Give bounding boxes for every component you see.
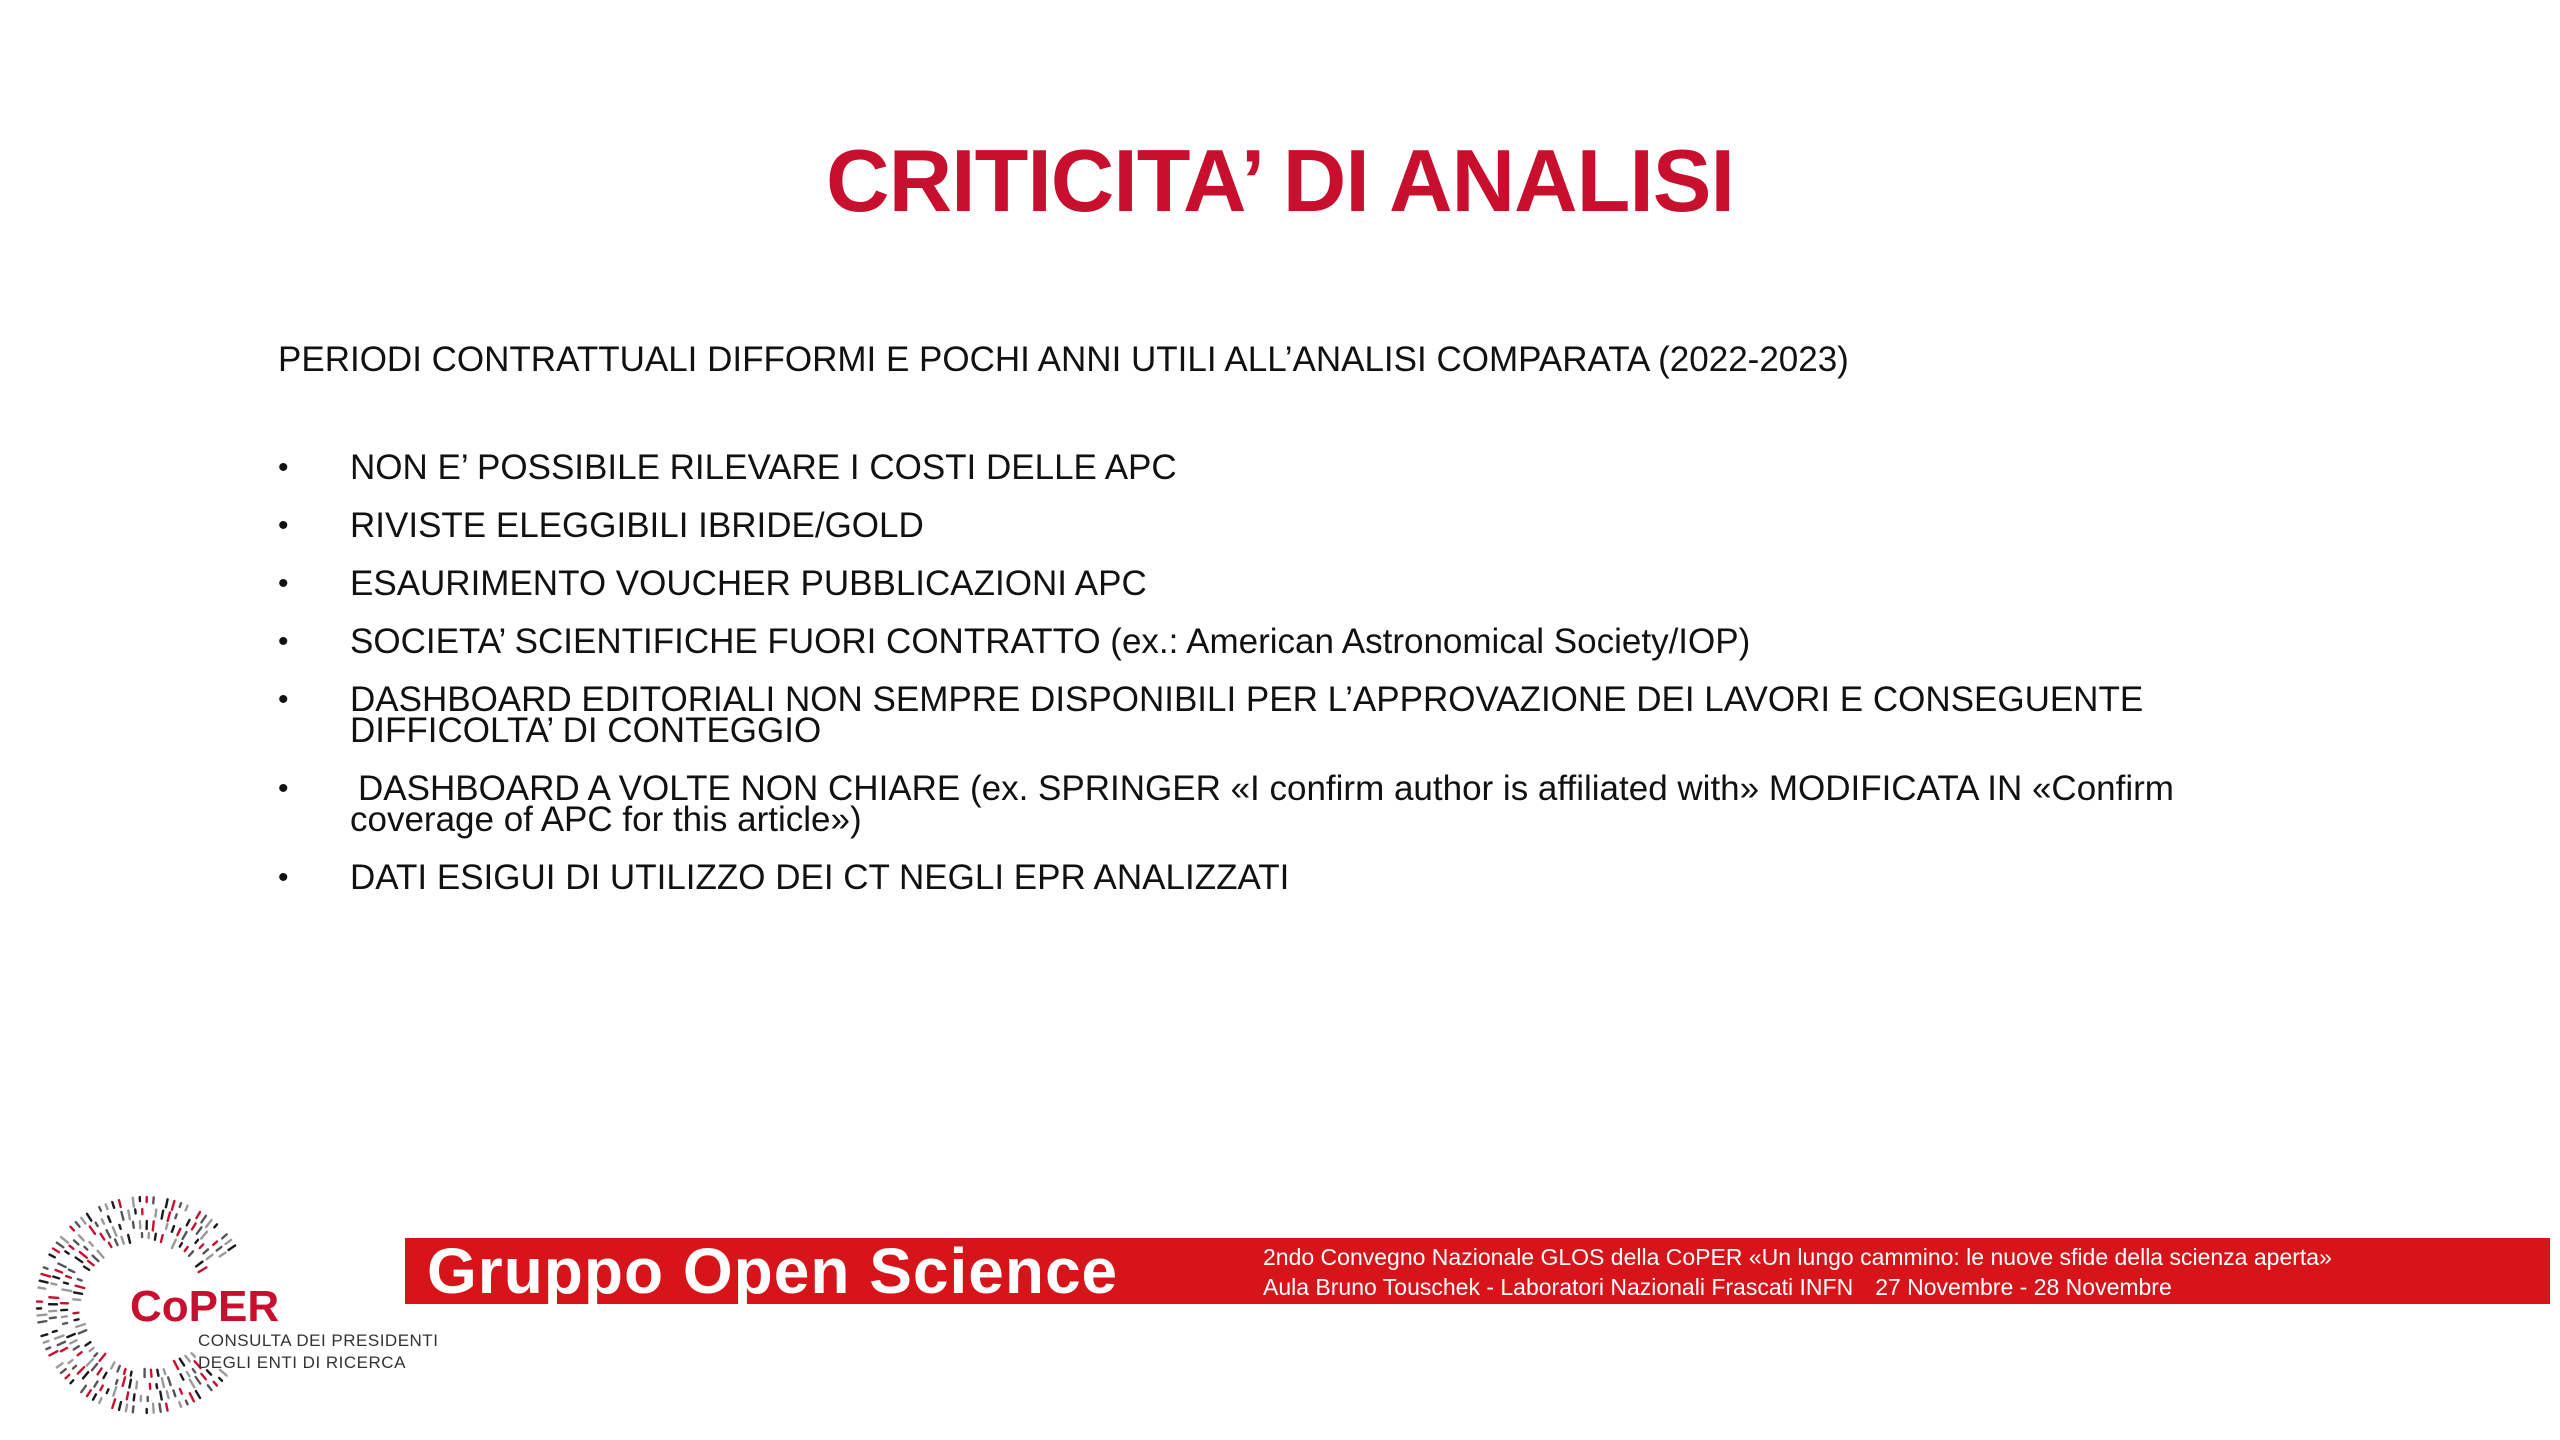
logo-ring-dash bbox=[199, 1267, 207, 1272]
logo-ring-dash bbox=[92, 1364, 97, 1370]
logo-ring-dash bbox=[81, 1218, 85, 1224]
logo-ring-dash bbox=[80, 1252, 87, 1258]
bullet-item bbox=[278, 769, 2238, 839]
logo-ring-dash bbox=[76, 1222, 80, 1227]
logo-ring-dash bbox=[190, 1380, 195, 1388]
logo-ring-dash bbox=[79, 1235, 84, 1240]
bullet-item bbox=[278, 680, 2238, 750]
logo-ring-dash bbox=[65, 1251, 68, 1253]
logo-ring-dash bbox=[128, 1235, 130, 1243]
logo-ring-dash bbox=[84, 1267, 89, 1270]
logo-ring-dash bbox=[53, 1248, 59, 1252]
logo-ring-dash bbox=[134, 1394, 135, 1400]
logo-ring-dash bbox=[89, 1242, 92, 1246]
logo-ring-dash bbox=[156, 1384, 157, 1388]
logo-ring-dash bbox=[196, 1262, 202, 1267]
logo-ring-dash bbox=[164, 1369, 165, 1374]
logo-ring-dash bbox=[172, 1226, 174, 1232]
logo-ring-dash bbox=[133, 1198, 134, 1207]
logo-ring-dash bbox=[76, 1324, 85, 1327]
logo-ring-dash bbox=[190, 1393, 194, 1401]
logo-ring-dash bbox=[206, 1220, 212, 1227]
logo-ring-dash bbox=[42, 1334, 48, 1336]
logo-ring-dash bbox=[161, 1235, 163, 1242]
logo-ring-dash bbox=[192, 1223, 196, 1229]
logo-ring-dash bbox=[117, 1366, 119, 1372]
logo-ring-dash bbox=[197, 1227, 202, 1233]
logo-ring-dash bbox=[76, 1286, 85, 1288]
logo-name: CoPER bbox=[130, 1282, 280, 1331]
logo-ring-dash bbox=[115, 1240, 117, 1245]
logo-ring-dash bbox=[180, 1203, 181, 1207]
logo-ring-dash bbox=[100, 1386, 102, 1390]
logo-ring-dash bbox=[74, 1240, 78, 1244]
logo-subtitle-line2: DEGLI ENTI DI RICERCA bbox=[198, 1353, 406, 1372]
logo-ring-dash bbox=[180, 1243, 182, 1246]
banner-title: Gruppo Open Science bbox=[427, 1235, 1119, 1307]
bullet-text: ESAURIMENTO VOUCHER PUBBLICAZIONI APC bbox=[350, 564, 1147, 603]
logo-ring-dash bbox=[112, 1202, 114, 1208]
logo-ring-dash bbox=[74, 1292, 82, 1293]
logo-ring-dash bbox=[168, 1377, 170, 1385]
logo-ring-dash bbox=[64, 1283, 68, 1284]
logo-ring-dash bbox=[100, 1354, 106, 1361]
logo-ring-dash bbox=[177, 1229, 180, 1235]
logo-ring-dash bbox=[201, 1374, 205, 1379]
event-banner bbox=[405, 1235, 2550, 1307]
logo-ring-dash bbox=[93, 1394, 96, 1399]
logo-ring-dash bbox=[38, 1321, 46, 1322]
bullet-item bbox=[278, 506, 2238, 545]
bullet-item bbox=[278, 564, 2238, 603]
logo-ring-dash bbox=[162, 1211, 164, 1219]
logo-ring-dash bbox=[119, 1402, 121, 1410]
logo-ring-dash bbox=[53, 1277, 59, 1279]
logo-ring-dash bbox=[186, 1401, 188, 1405]
bullet-text: DATI ESIGUI DI UTILIZZO DEI CT NEGLI EPR ANALIZZATI bbox=[350, 858, 1290, 897]
logo-ring-dash bbox=[49, 1351, 57, 1355]
logo-ring-dash bbox=[162, 1378, 164, 1387]
logo-ring-dash bbox=[116, 1380, 117, 1384]
logo-ring-dash bbox=[208, 1385, 212, 1390]
logo-ring-dash bbox=[67, 1334, 74, 1337]
slide-title: CRITICITA’ DI ANALISI bbox=[826, 131, 1734, 230]
logo-ring-dash bbox=[81, 1386, 86, 1392]
bullet-text: SOCIETA’ SCIENTIFICHE FUORI CONTRATTO (ex.: American Astronomical Society/IOP) bbox=[350, 622, 1751, 661]
logo-ring-dash bbox=[220, 1253, 226, 1257]
logo-ring-dash bbox=[157, 1370, 158, 1376]
logo-ring-dash bbox=[96, 1223, 98, 1226]
logo-ring-dash bbox=[78, 1279, 82, 1280]
logo-ring-dash bbox=[180, 1359, 184, 1366]
logo-ring-dash bbox=[73, 1313, 78, 1314]
logo-ring-dash bbox=[174, 1361, 178, 1369]
logo-ring-dash bbox=[151, 1370, 152, 1377]
logo-ring-dash bbox=[173, 1390, 175, 1396]
logo-ring-dash bbox=[193, 1369, 195, 1372]
logo-ring-dash bbox=[119, 1200, 121, 1207]
logo-ring-dash bbox=[101, 1234, 105, 1240]
logo-ring-dash bbox=[219, 1378, 222, 1381]
logo-ring-dash bbox=[228, 1246, 235, 1250]
logo-ring-dash bbox=[185, 1247, 188, 1251]
logo-ring-dash bbox=[78, 1367, 84, 1373]
logo-ring-dash bbox=[133, 1406, 134, 1412]
logo-ring-dash bbox=[121, 1212, 123, 1220]
logo-ring-dash bbox=[122, 1237, 124, 1244]
logo-ring-dash bbox=[87, 1359, 93, 1365]
logo-ring-dash bbox=[200, 1244, 203, 1248]
logo-ring-dash bbox=[102, 1219, 104, 1223]
logo-ring-dash bbox=[44, 1341, 49, 1343]
logo-ring-dash bbox=[195, 1240, 198, 1243]
logo-ring-dash bbox=[155, 1234, 156, 1240]
logo-ring-dash bbox=[167, 1391, 169, 1398]
logo-ring-dash bbox=[113, 1387, 116, 1395]
logo-ring-dash bbox=[175, 1214, 176, 1218]
bullet-list bbox=[278, 448, 2238, 920]
logo-subtitle-line1: CONSULTA DEI PRESIDENTI bbox=[198, 1331, 439, 1350]
logo-ring-dash bbox=[75, 1319, 79, 1320]
logo-ring-dash bbox=[126, 1404, 127, 1411]
bullet-dot: • bbox=[278, 567, 289, 600]
banner-info bbox=[1263, 1242, 2332, 1302]
logo-ring-dash bbox=[226, 1240, 232, 1244]
logo-ring-dash bbox=[109, 1243, 112, 1247]
logo-ring-dash bbox=[112, 1399, 115, 1408]
logo-ring-dash bbox=[214, 1382, 217, 1386]
logo-ring-dash bbox=[179, 1402, 181, 1407]
logo-ring-dash bbox=[187, 1372, 190, 1376]
logo-ring-dash bbox=[79, 1330, 86, 1333]
logo-ring-dash bbox=[172, 1240, 176, 1248]
logo-ring-dash bbox=[113, 1227, 116, 1235]
logo-ring-dash bbox=[166, 1224, 167, 1229]
logo-ring-dash bbox=[106, 1204, 108, 1209]
logo-ring-dash bbox=[196, 1391, 200, 1398]
logo-ring-dash bbox=[160, 1392, 161, 1400]
bullet-text: NON E’ POSSIBILE RILEVARE I COSTI DELLE APC bbox=[350, 448, 1177, 487]
logo-ring-dash bbox=[98, 1251, 104, 1258]
logo-ring-dash bbox=[69, 1246, 73, 1249]
logo-ring-dash bbox=[160, 1404, 161, 1412]
logo-ring-dash bbox=[69, 1360, 73, 1363]
logo-ring-dash bbox=[62, 1316, 67, 1317]
logo-ring-dash bbox=[129, 1380, 130, 1388]
logo-ring-dash bbox=[153, 1221, 154, 1230]
logo-ring-dash bbox=[128, 1210, 130, 1219]
bullet-text: RIVISTE ELEGGIBILI IBRIDE/GOLD bbox=[350, 506, 924, 545]
logo-ring-dash bbox=[181, 1374, 184, 1379]
logo-ring-dash bbox=[214, 1224, 217, 1227]
logo-ring-dash bbox=[87, 1214, 91, 1221]
logo-ring-dash bbox=[90, 1226, 95, 1233]
logo-ring-dash bbox=[108, 1216, 110, 1222]
logo-ring-dash bbox=[61, 1369, 66, 1373]
logo-ring-dash bbox=[166, 1199, 168, 1207]
logo-ring-dash bbox=[213, 1241, 217, 1244]
logo-ring-dash bbox=[196, 1212, 200, 1218]
logo-ring-dash bbox=[53, 1331, 57, 1332]
bullet-dot: • bbox=[278, 625, 289, 658]
logo-ring-dash bbox=[56, 1270, 63, 1273]
bullet-dot: • bbox=[278, 861, 289, 894]
logo-ring-dash bbox=[40, 1281, 48, 1283]
logo-ring-dash bbox=[123, 1377, 125, 1386]
logo-ring-dash bbox=[98, 1369, 102, 1375]
logo-ring-dash bbox=[93, 1256, 99, 1261]
logo-ring-dash bbox=[61, 1237, 68, 1243]
logo-ring-dash bbox=[63, 1323, 67, 1324]
logo-ring-dash bbox=[49, 1255, 54, 1258]
logo-ring-dash bbox=[133, 1222, 134, 1228]
logo-ring-dash bbox=[168, 1212, 170, 1221]
coper-logo bbox=[30, 1190, 460, 1420]
logo-ring-dash bbox=[49, 1297, 58, 1298]
logo-ring-dash bbox=[38, 1288, 45, 1289]
logo-ring-dash bbox=[83, 1372, 88, 1378]
logo-ring-dash bbox=[172, 1201, 174, 1210]
logo-ring-dash bbox=[38, 1315, 47, 1316]
logo-ring-dash bbox=[136, 1382, 137, 1389]
banner-event-line: 2ndo Convegno Nazionale GLOS della CoPER «Un lungo cammino: le nuove sfide della scienza aperta» bbox=[1263, 1244, 2332, 1270]
logo-ring-dash bbox=[46, 1348, 50, 1350]
logo-ring-dash bbox=[207, 1255, 213, 1259]
logo-ring-dash bbox=[42, 1274, 51, 1277]
logo-ring-dash bbox=[124, 1369, 125, 1374]
logo-ring-dash bbox=[44, 1267, 48, 1268]
logo-ring-dash bbox=[61, 1348, 67, 1351]
banner-venue: Aula Bruno Touschek - Laboratori Nazionali Frascati INFN bbox=[1263, 1274, 1854, 1300]
logo-ring-dash bbox=[57, 1363, 63, 1367]
logo-ring-dash bbox=[103, 1373, 106, 1378]
logo-subtitle bbox=[198, 1330, 438, 1374]
banner-venue-line bbox=[1263, 1272, 2332, 1302]
logo-ring-dash bbox=[187, 1220, 190, 1225]
logo-ring-dash bbox=[107, 1230, 111, 1237]
logo-ring-dash bbox=[201, 1216, 206, 1223]
logo-ring-dash bbox=[186, 1206, 188, 1211]
logo-ring-dash bbox=[192, 1353, 195, 1357]
logo-ring-dash bbox=[131, 1372, 132, 1376]
logo-ring-dash bbox=[74, 1346, 79, 1349]
logo-ring-dash bbox=[99, 1398, 101, 1403]
logo-ring-dash bbox=[66, 1276, 71, 1278]
bullet-dot: • bbox=[278, 451, 289, 484]
logo-ring-dash bbox=[196, 1377, 201, 1384]
logo-ring-dash bbox=[69, 1270, 74, 1273]
bullet-dot: • bbox=[278, 772, 289, 805]
bullet-text: DASHBOARD A VOLTE NON CHIARE (ex. SPRINGER «I confirm author is affiliated with» MODIFICATA IN «Confirm coverage of APC for this article») bbox=[350, 769, 2174, 839]
logo-ring-dash bbox=[57, 1243, 64, 1248]
bullet-item bbox=[278, 448, 2238, 487]
logo-ring-dash bbox=[94, 1353, 97, 1356]
logo-ring-dash bbox=[76, 1258, 83, 1263]
bullet-dot: • bbox=[278, 683, 289, 716]
logo-ring-dash bbox=[153, 1404, 154, 1413]
logo-ring-dash bbox=[58, 1264, 65, 1267]
logo-ring-dash bbox=[217, 1247, 222, 1251]
logo-ring-dash bbox=[119, 1225, 120, 1229]
logo-ring-dash bbox=[71, 1227, 74, 1231]
logo-ring-dash bbox=[183, 1232, 187, 1239]
logo-ring-dash bbox=[78, 1352, 82, 1355]
logo-ring-dash bbox=[58, 1342, 65, 1345]
banner-dates: 27 Novembre - 28 Novembre bbox=[1875, 1274, 2172, 1300]
logo-ring-dash bbox=[155, 1210, 156, 1217]
logo-ring-dash bbox=[99, 1207, 101, 1211]
bullet-dot: • bbox=[278, 509, 289, 542]
logo-ring-dash bbox=[180, 1389, 182, 1394]
slide-subtitle: PERIODI CONTRATTUALI DIFFORMI E POCHI ANNI UTILI ALL’ANALISI COMPARATA (2022-2023) bbox=[278, 340, 1849, 379]
logo-ring-dash bbox=[90, 1348, 94, 1351]
bullet-item bbox=[278, 858, 2238, 897]
logo-ring-dash bbox=[107, 1389, 109, 1393]
logo-ring-dash bbox=[51, 1283, 56, 1284]
logo-ring-dash bbox=[222, 1234, 227, 1238]
logo-ring-dash bbox=[166, 1404, 167, 1411]
logo-ring-dash bbox=[55, 1335, 63, 1338]
logo-ring-dash bbox=[84, 1247, 87, 1250]
logo-ring-dash bbox=[203, 1249, 207, 1253]
bullet-item bbox=[278, 622, 2238, 661]
logo-ring-dash bbox=[94, 1381, 97, 1386]
logo-ring-dash bbox=[185, 1356, 189, 1361]
logo-ring-dash bbox=[111, 1362, 114, 1368]
logo-ring-dash bbox=[73, 1299, 80, 1300]
logo-ring-dash bbox=[189, 1251, 193, 1255]
logo-ring-dash bbox=[88, 1261, 94, 1265]
logo-ring-dash bbox=[50, 1317, 56, 1318]
logo-ring-dash bbox=[201, 1232, 207, 1239]
logo-ring-dash bbox=[71, 1380, 74, 1383]
logo-ring-dash bbox=[62, 1289, 71, 1291]
logo-ring-dash bbox=[87, 1390, 91, 1396]
logo-ring-dash bbox=[73, 1366, 76, 1369]
logo-ring-dash bbox=[70, 1340, 76, 1343]
bullet-text: DASHBOARD EDITORIALI NON SEMPRE DISPONIBILI PER L’APPROVAZIONE DEI LAVORI E CONSEGUENTE DIFFICOLTA’ DI CONTEGGIO bbox=[350, 680, 2144, 750]
logo-ring-dash bbox=[66, 1375, 70, 1378]
logo-ring-dash bbox=[127, 1392, 128, 1399]
logo-ring-dash bbox=[86, 1342, 91, 1345]
